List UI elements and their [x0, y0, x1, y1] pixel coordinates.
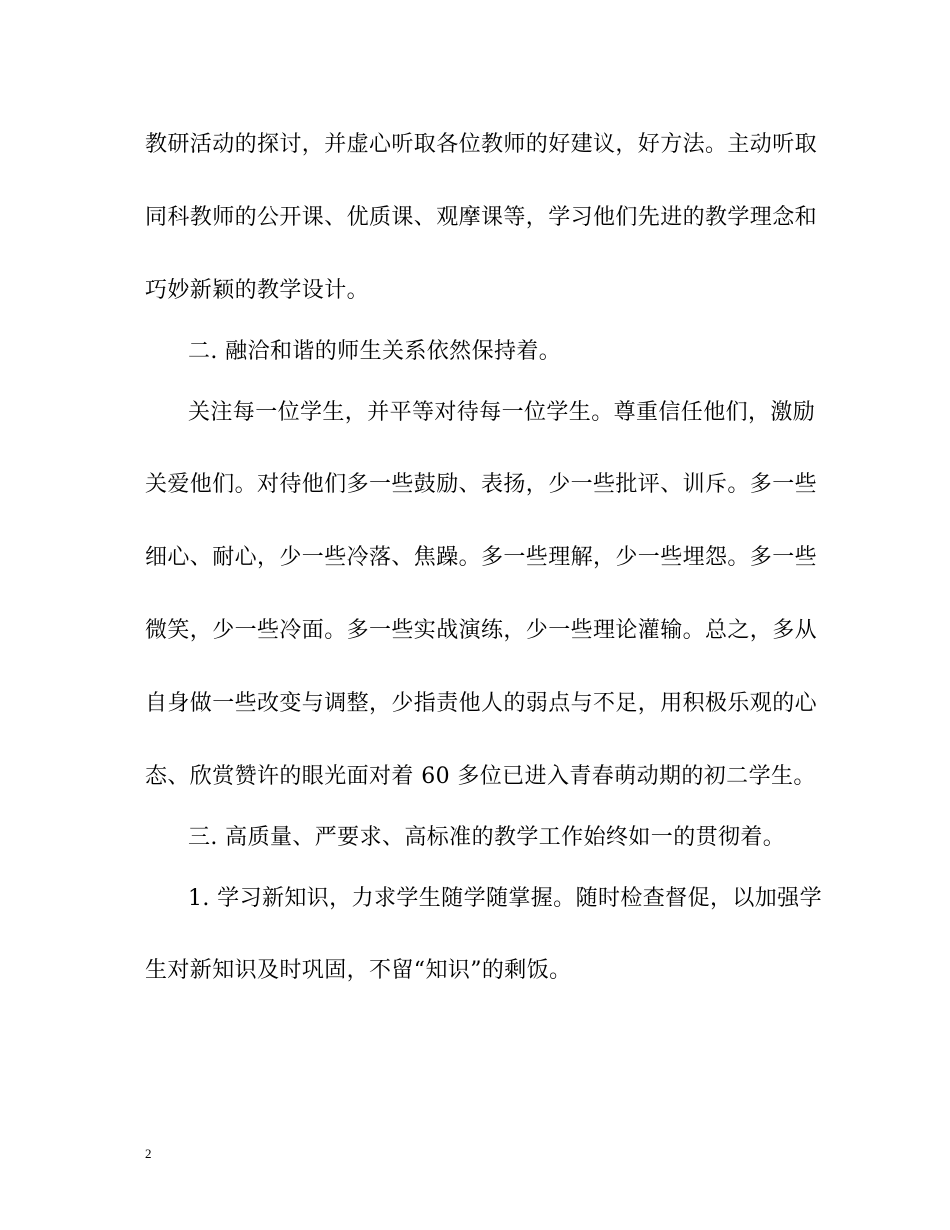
paragraph-line: 细心、耐心，少一些冷落、焦躁。多一些理解，少一些埋怨。多一些 — [145, 545, 818, 570]
paragraph-line: 生对新知识及时巩固，不留“知识”的剩饭。 — [145, 958, 572, 983]
paragraph-line: 关爱他们。对待他们多一些鼓励、表扬，少一些批评、训斥。多一些 — [145, 472, 818, 497]
paragraph-line: 关注每一位学生，并平等对待每一位学生。尊重信任他们，激励 — [188, 400, 816, 425]
paragraph-line: 微笑，少一些冷面。多一些实战演练，少一些理论灌输。总之，多从 — [145, 618, 818, 643]
paragraph-line: 同科教师的公开课、优质课、观摩课等，学习他们先进的教学理念和 — [145, 205, 818, 230]
section-heading-2: 二. 融洽和谐的师生关系依然保持着。 — [188, 339, 562, 364]
paragraph-line: 自身做一些改变与调整，少指责他人的弱点与不足，用积极乐观的心 — [145, 691, 818, 716]
paragraph-line: 巧妙新颖的教学设计。 — [145, 278, 370, 303]
paragraph-line: 态、欣赏赞许的眼光面对着 60 多位已进入青春萌动期的初二学生。 — [145, 764, 816, 789]
page-number: 2 — [145, 1146, 152, 1161]
section-heading-3: 三. 高质量、严要求、高标准的教学工作始终如一的贯彻着。 — [188, 825, 786, 850]
list-item-1: 1. 学习新知识，力求学生随学随掌握。随时检查督促，以加强学 — [188, 886, 822, 911]
paragraph-line: 教研活动的探讨，并虚心听取各位教师的好建议，好方法。主动听取 — [145, 132, 818, 157]
